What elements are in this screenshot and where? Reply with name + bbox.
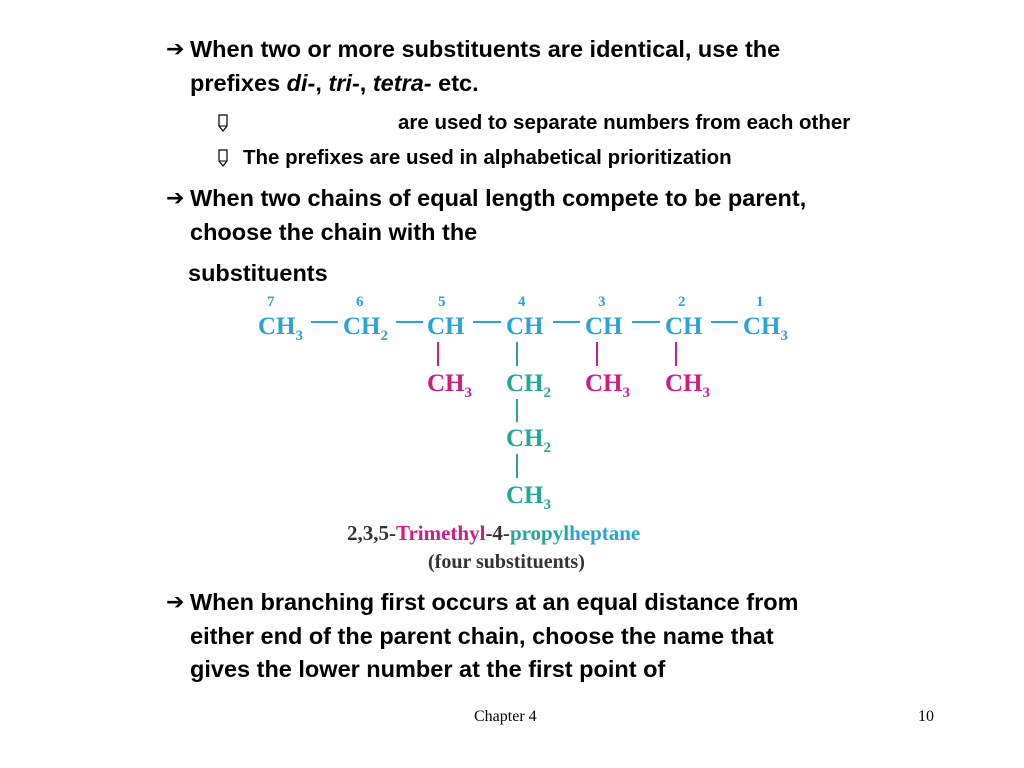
atom-c3: CH (585, 313, 623, 340)
prefix-tri: tri- (328, 70, 360, 96)
prefixes-word: prefixes (190, 70, 287, 96)
bullet-1-text-line-2 (190, 67, 479, 100)
etc-word: etc. (431, 70, 479, 96)
compound-name (347, 521, 640, 545)
arrow-icon: ➔ (166, 590, 185, 615)
compound-name-locants: 2,3,5- (347, 521, 396, 545)
bullet-3-text-line-2: either end of the parent chain, choose the name that (190, 623, 774, 649)
bullet-1-text-line-1: When two or more substituents are identical, use the (190, 36, 781, 62)
carbon-number-3: 3 (598, 294, 606, 310)
compound-name-methyl: Trimethyl (396, 521, 486, 545)
comma-1: , (315, 70, 329, 96)
bonds (311, 322, 738, 478)
atom-c4: CH (506, 313, 544, 340)
structural-formula (240, 288, 820, 578)
sub-bullet-2-text: The prefixes are used in alphabetical prioritization (243, 146, 732, 169)
compound-name-locant-4: -4- (485, 521, 510, 545)
pencil-icon (216, 149, 230, 167)
footer-page-number: 10 (918, 708, 934, 725)
comma-2: , (359, 70, 373, 96)
atom-c5: CH (427, 313, 465, 340)
carbon-number-1: 1 (756, 294, 764, 310)
atom-m2: $CH_3$ (665, 370, 710, 401)
atom-m5: $CH_3$ (427, 370, 472, 401)
bullet-2-text-line-3: substituents (188, 260, 328, 286)
bullet-3-text-line-1: When branching first occurs at an equal distance from (190, 589, 799, 615)
atoms (258, 313, 788, 513)
carbon-number-4: 4 (518, 294, 526, 310)
prefix-tetra: tetra- (372, 70, 432, 96)
footer-chapter: Chapter 4 (474, 708, 537, 725)
atom-c7: $CH_3$ (258, 313, 303, 344)
carbon-numbers (267, 294, 764, 310)
bullet-3-text-line-3: gives the lower number at the first point of (190, 656, 666, 682)
bullet-2-text-line-2: choose the chain with the (190, 219, 478, 245)
arrow-icon: ➔ (166, 186, 185, 211)
arrow-icon: ➔ (166, 37, 185, 62)
pencil-icon (216, 114, 230, 132)
compound-name-parent: heptane (569, 521, 641, 545)
atom-c1: $CH_3$ (743, 313, 788, 344)
atom-m3: $CH_3$ (585, 370, 630, 401)
carbon-number-6: 6 (356, 294, 364, 310)
atom-p2: $CH_2$ (506, 425, 551, 456)
compound-name-propyl: propyl (509, 521, 570, 545)
carbon-number-5: 5 (438, 294, 446, 310)
atom-c2: CH (665, 313, 703, 340)
bullet-2-text-line-1: When two chains of equal length compete to be parent, (190, 185, 807, 211)
atom-c6: $CH_2$ (343, 313, 388, 344)
substituent-count-note: (four substituents) (428, 551, 585, 573)
sub-bullet-1-text: are used to separate numbers from each other (398, 111, 851, 134)
carbon-number-7: 7 (267, 294, 275, 310)
atom-p1: $CH_2$ (506, 370, 551, 401)
atom-p3: $CH_3$ (506, 482, 551, 513)
carbon-number-2: 2 (678, 294, 686, 310)
prefix-di: di- (286, 70, 316, 96)
